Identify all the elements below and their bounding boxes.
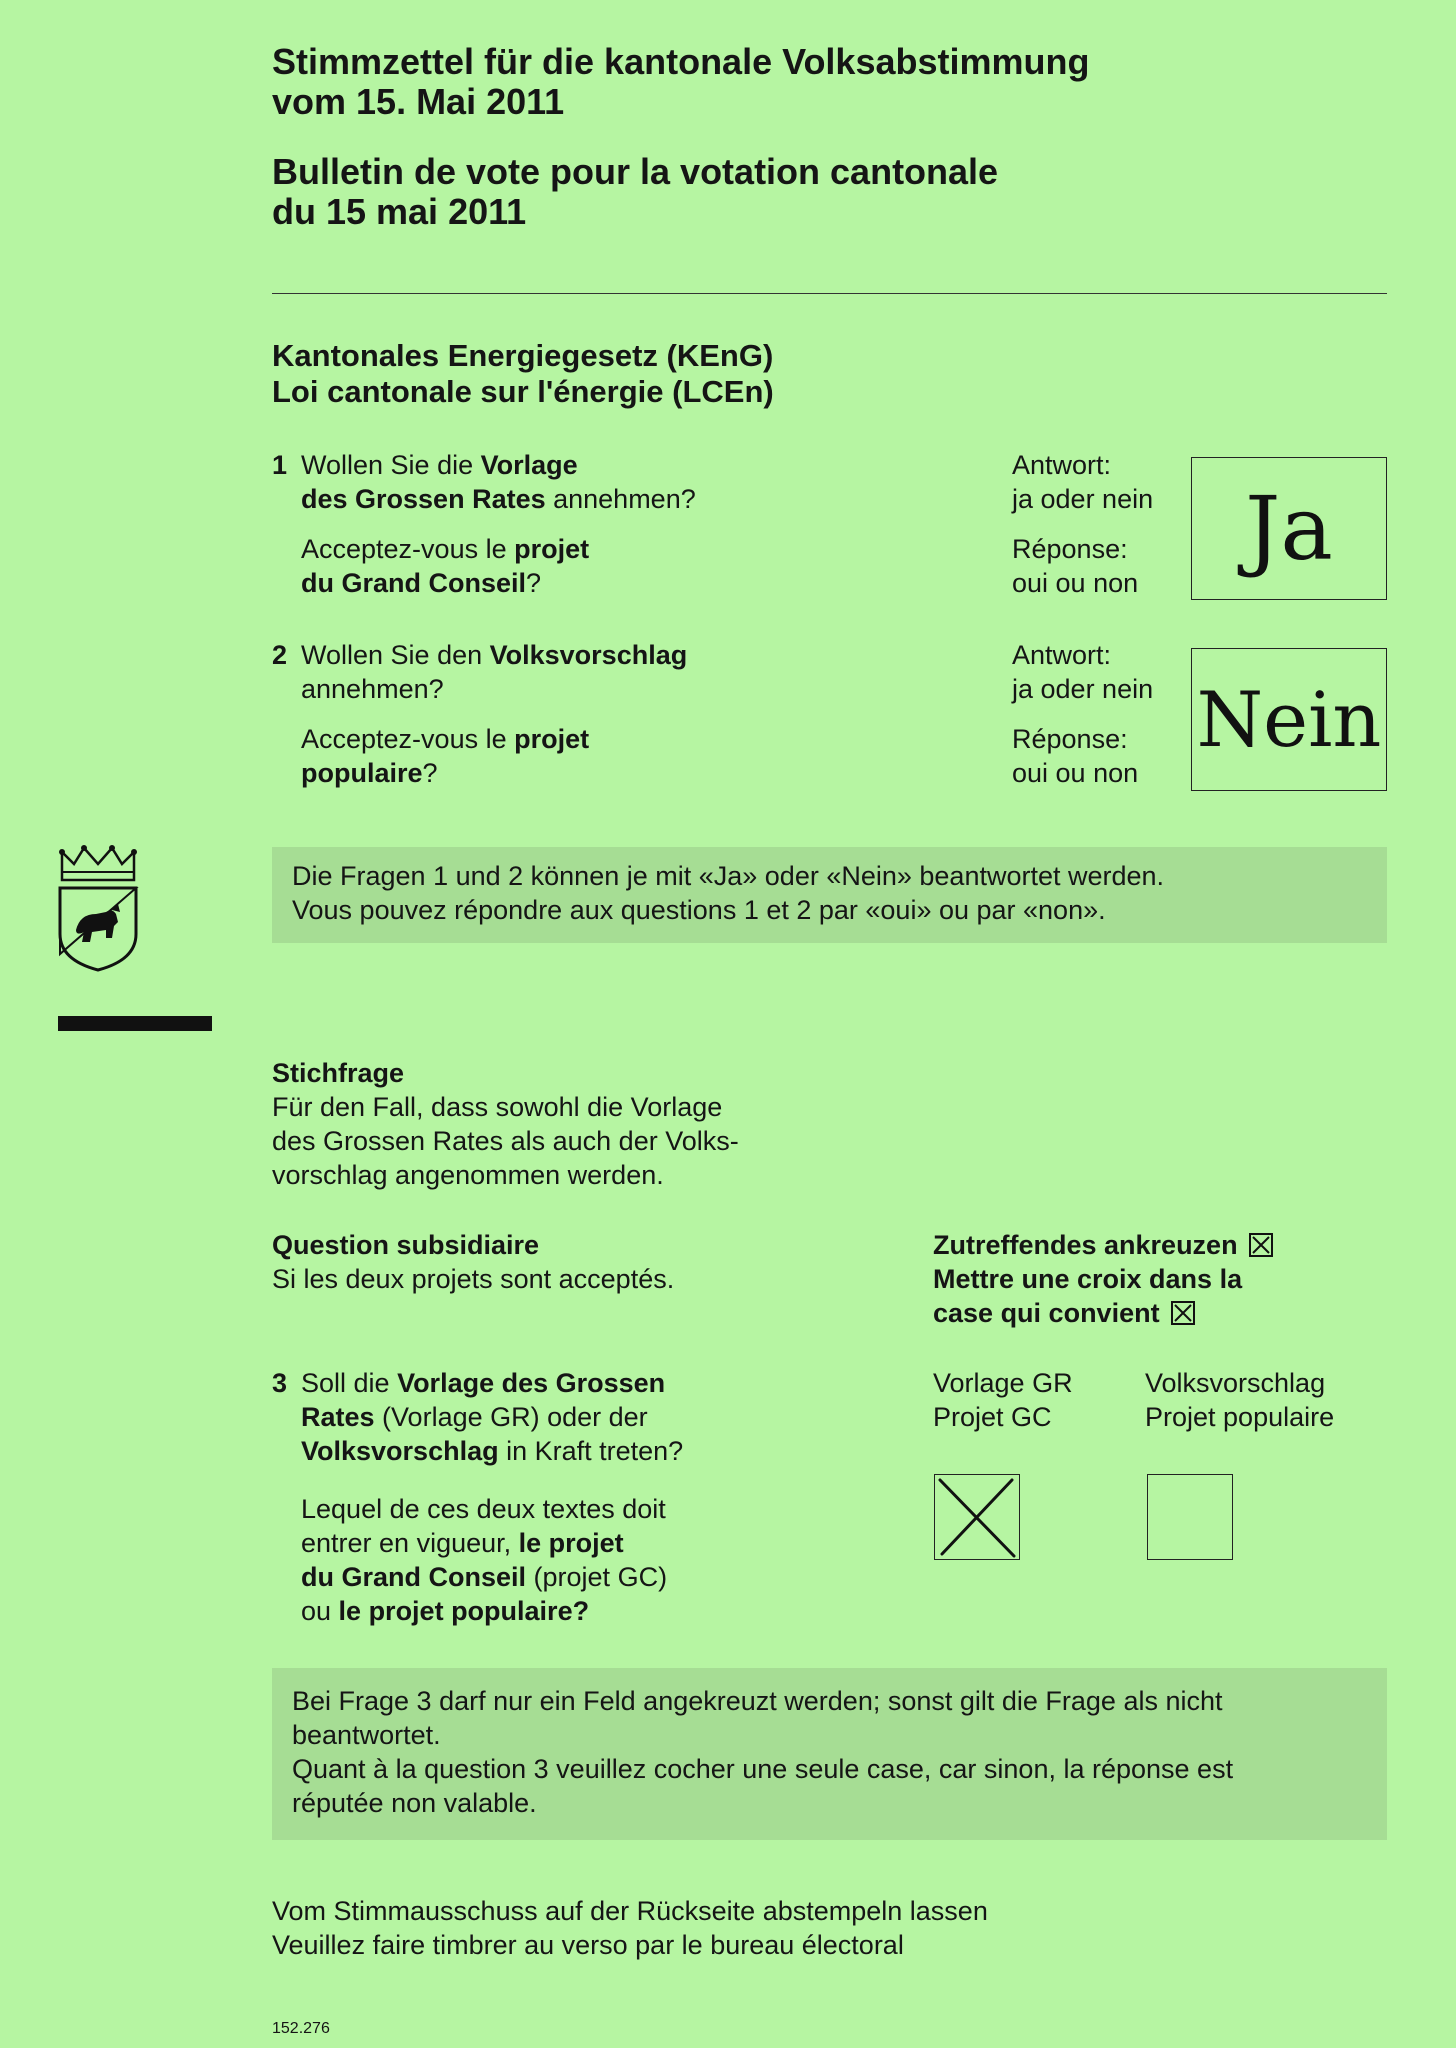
note2-de: beantwortet. — [292, 1720, 441, 1750]
subsidiaire-title: Question subsidiaire — [272, 1230, 540, 1260]
q3-text: (Vorlage GR) oder der — [374, 1402, 648, 1432]
note2-fr: Quant à la question 3 veuillez cocher une seule case, car sinon, la réponse est — [292, 1754, 1234, 1784]
question-1-number: 1 — [272, 450, 288, 480]
answer-label-de: Antwort: — [1012, 640, 1112, 670]
law-heading — [272, 338, 774, 410]
title-fr-line2: du 15 mai 2011 — [272, 191, 527, 232]
question-2-number: 2 — [272, 640, 288, 670]
option-label-de: Vorlage GR — [933, 1368, 1073, 1398]
option-vorlage-gr — [933, 1366, 1133, 1434]
answer-2-handwritten: Nein — [1196, 675, 1382, 764]
checkbox-volksvorschlag[interactable] — [1147, 1474, 1233, 1560]
footer-fr: Veuillez faire timbrer au verso par le bureau électoral — [272, 1930, 904, 1960]
q1-text: annehmen? — [545, 484, 696, 514]
q1-emph: des Grossen Rates — [301, 484, 546, 514]
answer-1-handwritten: Ja — [1245, 477, 1333, 580]
note1-de: Die Fragen 1 und 2 können je mit «Ja» oder «Nein» beantwortet werden. — [292, 861, 1165, 891]
instruction-de: Zutreffendes ankreuzen — [933, 1230, 1238, 1260]
q3-emph: Rates — [301, 1402, 375, 1432]
bern-coat-of-arms-icon — [56, 842, 140, 972]
stichfrage-text: Für den Fall, dass sowohl die Vorlage — [272, 1092, 723, 1122]
q3-emph-fr: du Grand Conseil — [301, 1562, 527, 1592]
q2-text-fr: Acceptez-vous le — [301, 724, 515, 754]
option-label-de: Volksvorschlag — [1145, 1368, 1326, 1398]
q2-emph-fr: populaire — [301, 758, 423, 788]
info-note-1 — [272, 847, 1387, 943]
q3-emph: Vorlage des Grossen — [397, 1368, 666, 1398]
question-3-number: 3 — [272, 1368, 288, 1398]
answer-label-1 — [1012, 448, 1153, 600]
stripe-bar — [58, 1016, 212, 1031]
note2-fr: réputée non valable. — [292, 1788, 537, 1818]
option-label-fr: Projet populaire — [1145, 1402, 1335, 1432]
law-name-fr: Loi cantonale sur l'énergie (LCEn) — [272, 374, 774, 409]
checkbox-cross-icon — [1249, 1233, 1273, 1257]
note2-de: Bei Frage 3 darf nur ein Feld angekreuzt werden; sonst gilt die Frage als nicht — [292, 1686, 1223, 1716]
question-2 — [272, 638, 832, 790]
q3-text-fr: (projet GC) — [526, 1562, 668, 1592]
answer-label-de: ja oder nein — [1012, 484, 1154, 514]
q3-emph: Volksvorschlag — [301, 1436, 499, 1466]
answer-label-fr: oui ou non — [1012, 568, 1139, 598]
subsidiaire-text: Si les deux projets sont acceptés. — [272, 1264, 675, 1294]
answer-box-2[interactable] — [1191, 648, 1387, 791]
q1-emph-fr: du Grand Conseil — [301, 568, 527, 598]
stichfrage-title: Stichfrage — [272, 1058, 405, 1088]
q1-emph: Vorlage — [480, 450, 578, 480]
title-de-line2: vom 15. Mai 2011 — [272, 81, 565, 122]
title-fr-line1: Bulletin de vote pour la votation cantonale — [272, 151, 999, 192]
q1-emph-fr: projet — [514, 534, 590, 564]
q3-text: Soll die — [301, 1368, 398, 1398]
form-code: 152.276 — [272, 2020, 330, 2037]
option-volksvorschlag — [1145, 1366, 1385, 1434]
q2-emph-fr: projet — [514, 724, 590, 754]
q3-emph-fr: le projet populaire? — [338, 1596, 590, 1626]
footer-stamp-instruction — [272, 1894, 1272, 1962]
subsidiaire-block — [272, 1228, 892, 1296]
q3-text-fr: ou — [301, 1596, 339, 1626]
answer-box-1[interactable] — [1191, 457, 1387, 600]
title-de-line1: Stimmzettel für die kantonale Volksabstimmung — [272, 41, 1090, 82]
q2-text: Wollen Sie den — [301, 640, 490, 670]
note1-fr: Vous pouvez répondre aux questions 1 et 2 par «oui» ou par «non». — [292, 895, 1106, 925]
stichfrage-block — [272, 1056, 892, 1192]
ballot-title-fr — [272, 152, 1322, 232]
answer-label-fr: oui ou non — [1012, 758, 1139, 788]
header-divider — [272, 293, 1387, 294]
law-name-de: Kantonales Energiegesetz (KEnG) — [272, 338, 774, 373]
checkbox-vorlage-gr[interactable] — [934, 1474, 1020, 1560]
q1-text-fr: Acceptez-vous le — [301, 534, 515, 564]
handwritten-cross-mark — [934, 1474, 1020, 1560]
q2-text-fr: ? — [422, 758, 438, 788]
q1-text: Wollen Sie die — [301, 450, 481, 480]
answer-label-fr: Réponse: — [1012, 724, 1128, 754]
cross-instruction — [933, 1228, 1373, 1330]
stichfrage-text: des Grossen Rates als auch der Volks- — [272, 1126, 739, 1156]
checkbox-cross-icon — [1171, 1301, 1195, 1325]
q2-emph: Volksvorschlag — [489, 640, 688, 670]
option-label-fr: Projet GC — [933, 1402, 1052, 1432]
q3-emph-fr: le projet — [518, 1528, 624, 1558]
footer-de: Vom Stimmausschuss auf der Rückseite abstempeln lassen — [272, 1896, 988, 1926]
answer-label-fr: Réponse: — [1012, 534, 1128, 564]
answer-label-de: ja oder nein — [1012, 674, 1154, 704]
q1-text-fr: ? — [526, 568, 542, 598]
q3-text: in Kraft treten? — [498, 1436, 684, 1466]
question-1 — [272, 448, 832, 600]
ballot-title-de — [272, 42, 1322, 122]
answer-label-de: Antwort: — [1012, 450, 1112, 480]
instruction-fr: Mettre une croix dans la — [933, 1264, 1243, 1294]
answer-label-2 — [1012, 638, 1153, 790]
q3-text-fr: entrer en vigueur, — [301, 1528, 519, 1558]
q2-text: annehmen? — [301, 674, 444, 704]
question-3 — [272, 1366, 892, 1628]
q3-text-fr: Lequel de ces deux textes doit — [301, 1494, 666, 1524]
stichfrage-text: vorschlag angenommen werden. — [272, 1160, 664, 1190]
instruction-fr: case qui convient — [933, 1298, 1160, 1328]
info-note-2 — [272, 1668, 1387, 1840]
